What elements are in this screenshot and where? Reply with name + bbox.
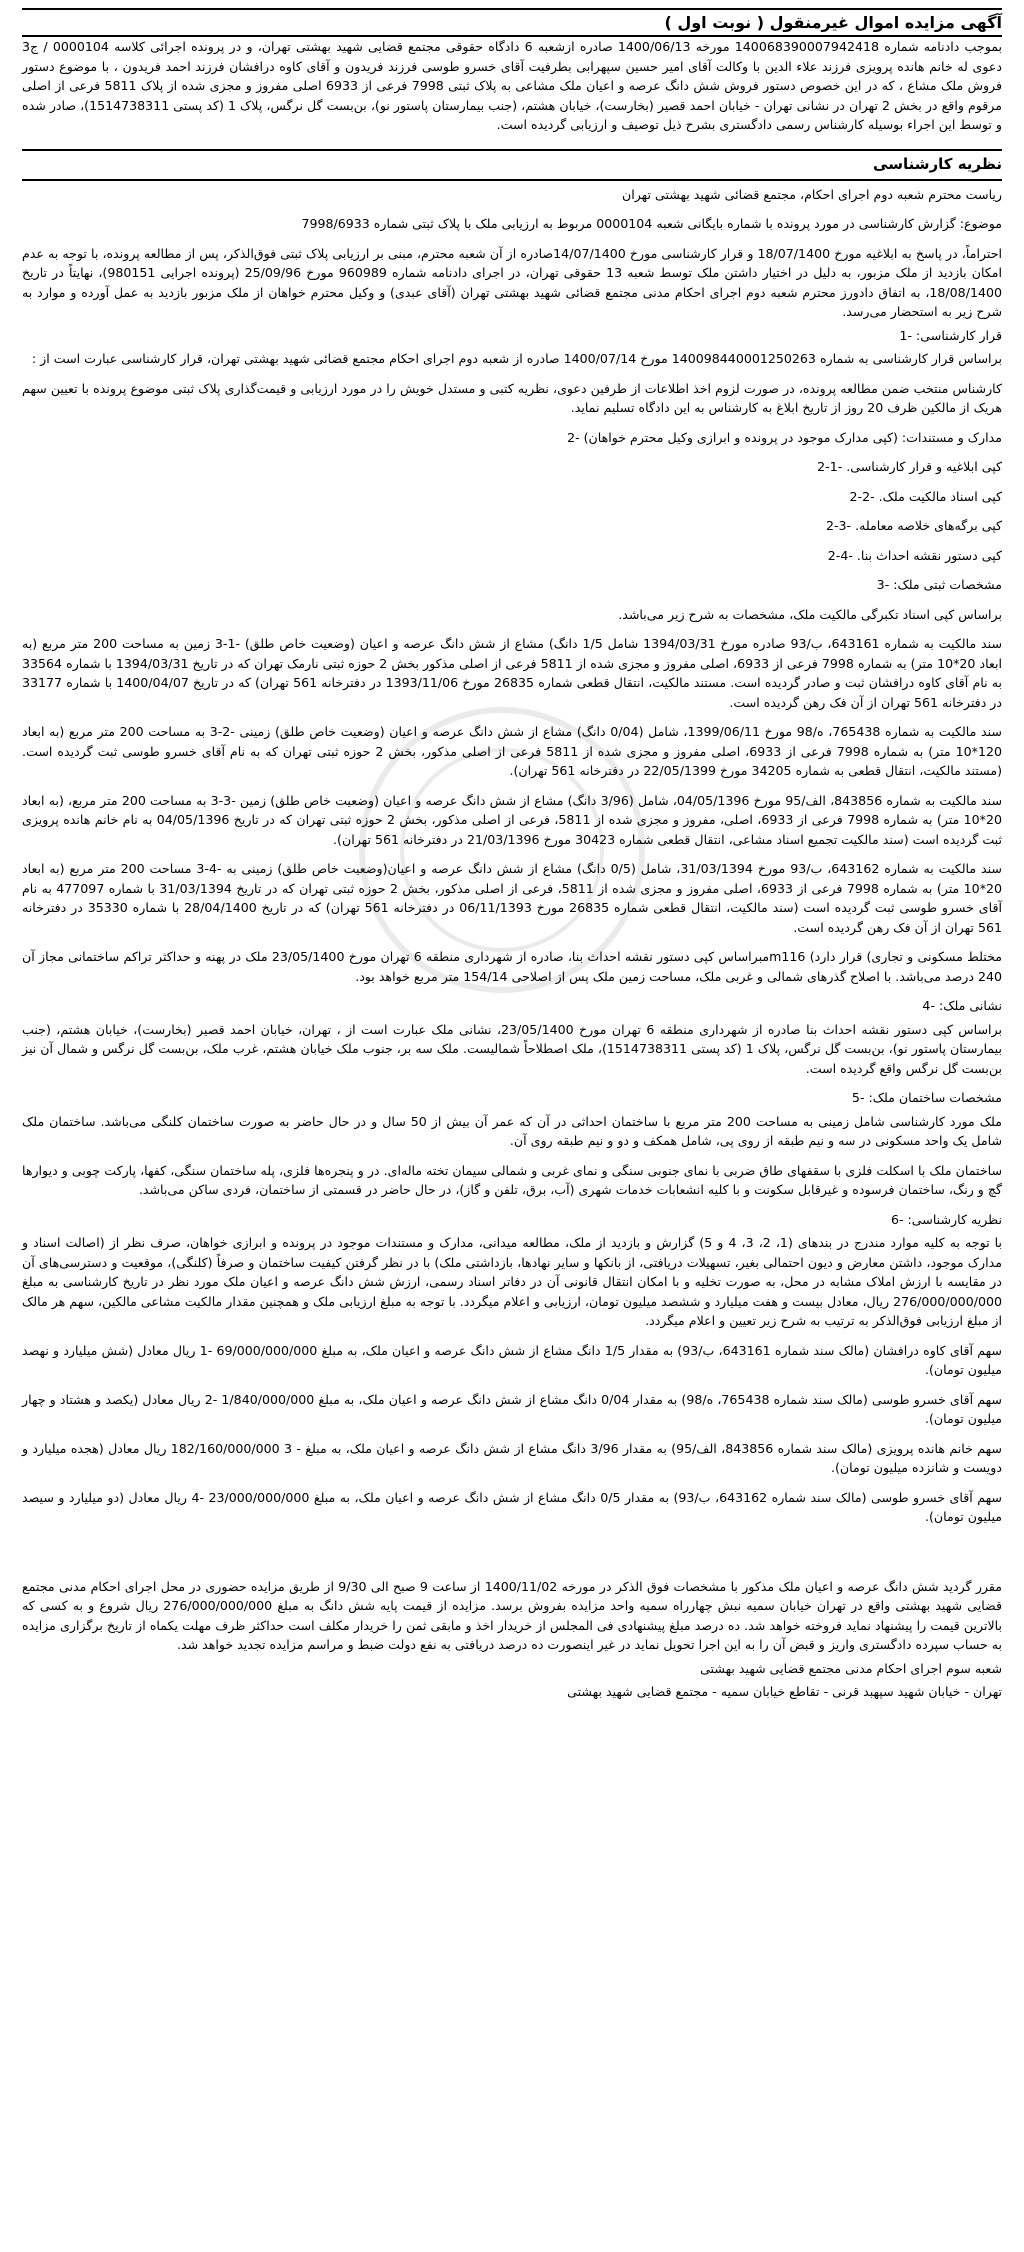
share-item: سهم آقای خسرو طوسی (مالک سند شماره 765438، ه/98) به مقدار 0/04 دانگ مشاع از شش دانگ عرصه و اعیان ملک، به مبلغ 1/840/000/000 -2 ریال معادل (یکصد و هشتاد و چهار میلیون تومان). — [22, 1391, 1002, 1426]
section-1-paragraph: کارشناس منتخب ضمن مطالعه پرونده، در صورت لزوم اخذ اطلاعات از طرفین دعوی، نظریه کتبی و مستدل خویش را در مورد ارزیابی و قیمت‌گذاری پلاک ثبتی موضوع پرونده با تعیین سهم هریک از مالکین ظرف 20 روز از تاریخ ابلاغ به کارشناس به این دادگاه تسلیم نماید. — [22, 380, 1002, 415]
office-address: تهران - خیابان شهید سپهبد قرنی - تقاطع خیابان سمیه - مجتمع قضایی شهید بهشتی — [567, 1684, 1002, 1699]
section-6-paragraph: با توجه به کلیه موارد مندرج در بندهای (1، 2، 3، 4 و 5) گزارش و بازدید از ملک، مطالعه میدانی، مدارک و مستندات موجود در پرونده و ابرازی خواهان، صرف نظر از (اصالت اسناد و مدارک موجود، داشتن معارض و دیون احتمالی بغیر، تسهیلات دریافتی، از بانکها و سایر نهادها، بازداشتی ملک) با در نظر گرفتن کیفیت ساختمان و صرفاً (کلنگی)، موقعیت و دسترسی‌های آن در مقایسه با ارزش املاک مشابه در محل، به صورت تخلیه و با امکان انتقال قانونی آن در دفاتر اسناد رسمی، ارزش شش دانگ عرصه و اعیان ملک مورد نظر در تاریخ کارشناسی به مبلغ 276/000/000/000 ریال، معادل بیست و هفت میلیارد و ششصد میلیون تومان، ارزیابی و اعلام میگردد. با توجه به مبلغ ارزیابی ملک و همچنین مقدار مالکیت مشاعی مالکین، سهم هر مالک از مبلغ ارزیابی فوق‌الذکر به ترتیب به شرح زیر تعیین و اعلام میگردد. — [22, 1235, 1002, 1328]
section-5-paragraph: ملک مورد کارشناسی شامل زمینی به مساحت 200 متر مربع با ساختمان احداثی در آن که عمر آن بیش از 50 سال و در حال حاضر به صورت ساختمان کلنگی می‌باشد. ساختمان ملک شامل یک واحد مسکونی در سه و نیم طبقه از روی پی، شامل همکف و دو و نیم طبقه روی آن. — [22, 1113, 1002, 1148]
section-5-title: مشخصات ساختمان ملک: -5 — [851, 1090, 1002, 1105]
section-4-paragraph: براساس کپی دستور نقشه احداث بنا صادره از شهرداری منطقه 6 تهران مورخ 23/05/1400، نشانی ملک عبارت است از ، تهران، خیابان احمد قصیر (بخارست)، خیابان هشتم، (جنب بیمارستان پاستور نو)، بن‌بست گل نرگس، پلاک 1 (کد پستی 1514738311)، ملک اصطلاحاً شمالیست. ملک سه بر، جنوب ملک خیابان هشتم، غرب ملک، بن‌بست گل نرگس و شمال آن نیز بن‌بست گل نرگس واقع گردیده است. — [22, 1021, 1002, 1076]
section-1-title: قرار کارشناسی: -1 — [899, 327, 1002, 343]
spacer — [22, 1537, 1002, 1577]
section-2-item: کپی ابلاغیه و قرار کارشناسی. -1-2 — [817, 459, 1002, 474]
divider — [22, 179, 1002, 181]
section-2-item: کپی دستور نقشه احداث بنا. -4-2 — [827, 547, 1002, 563]
notice-page — [12, 0, 1012, 1702]
section-3-mixed: مختلط مسکونی و تجاری) قرار دارد) m116مبراساس کپی دستور نقشه احداث بنا، صادره از شهرداری منطقه 6 تهران مورخ 23/05/1400 ملک در پهنه و حداکثر تراکم ساختمانی مجاز آن 240 درصد می‌باشد. با اصلاح گذرهای شمالی و غربی ملک، مساحت زمین ملک پس از اصلاحی 154/14 متر مربع خواهد بود. — [22, 949, 1002, 984]
report-title: نظریه کارشناسی — [873, 154, 1002, 173]
section-4-title: نشانی ملک: -4 — [922, 998, 1002, 1013]
auction-paragraph: مقرر گردید شش دانگ عرصه و اعیان ملک مذکور با مشخصات فوق الذکر در مورخه 1400/11/02 از ساعت 9 صبح الی 9/30 از طریق مزایده حضوری در محل اجرای احکام مدنی مجتمع قضایی شهید بهشتی واقع در تهران خیابان سمیه نبش چهارراه سمیه واحد مزایده بفروش برسد. مزایده از قیمت پایه شش دانگ به مبلغ 276/000/000/000 ریال شروع و به کسی که بالاترین قیمت را پیشنهاد نماید فروخته خواهد شد. ده درصد مبلغ پیشنهادی فی المجلس از خریدار اخذ و مابقی ثمن را خریدار مکلف است حداکثر ظرف مهلت یکماه از تاریخ برگزاری مزایده به حساب سپرده دادگستری واریز و قبض آن را به این اجرا تحویل نماید در غیر اینصورت ده درصد دریافتی به نفع دولت ضبط و مراسم مزایده تجدید خواهد شد. — [22, 1578, 1002, 1652]
section-1-paragraph: براساس قرار کارشناسی به شماره 140098440001250263 مورخ 1400/07/14 صادره از شعبه دوم اجرای احکام مجتمع قضائی شهید بهشتی تهران، قرار کارشناسی عبارت است از : — [31, 351, 1002, 366]
section-2-item: کپی اسناد مالکیت ملک. -2-2 — [849, 488, 1002, 504]
share-item: سهم آقای کاوه درافشان (مالک سند شماره 643161، ب/93) به مقدار 1/5 دانگ مشاع از شش دانگ عرصه و اعیان ملک، به مبلغ 69/000/000/000 -1 ریال معادل (شش میلیارد و نهصد میلیون تومان). — [22, 1342, 1002, 1377]
section-6-title: نظریه کارشناسی: -6 — [890, 1211, 1002, 1227]
notice-title-bar — [22, 8, 1002, 37]
share-item: سهم خانم هانده پرویزی (مالک سند شماره 843856، الف/95) به مقدار 3/96 دانگ مشاع از شش دانگ عرصه و اعیان ملک، به مبلغ - 3 182/160/000/000 ریال معادل (هجده میلیارد و دویست و شانزده میلیون تومان). — [22, 1440, 1002, 1475]
subject-line: موضوع: گزارش کارشناسی در مورد پرونده با شماره بایگانی شعبه 0000104 مربوط به ارزیابی ملک با پلاک ثبتی شماره 7998/6933 — [301, 216, 1002, 231]
section-3-intro: براساس کپی اسناد تکبرگی مالکیت ملک، مشخصات به شرح زیر می‌باشد. — [618, 606, 1002, 622]
section-3-item: سند مالکیت به شماره 643162، ب/93 مورخ 31/03/1394، شامل (0/5 دانگ) مشاع از شش دانگ عرصه و اعیان(وضعیت خاص طلق) زمینی به -4-3 مساحت 200 متر مربع (به ابعاد 20*10 متر) به شماره 7998 فرعی از 6933، اصلی مفروز و مجزی شده از 5811، فرعی از اصلی مذکور، بخش 2 حوزه ثبتی تهران که در تاریخ 31/03/1394 با شماره 477097 به نام آقای خسرو طوسی ثبت گردیده است (سند مالکیت، انتقال قطعی شماره 26835 مورخ 06/11/1393 در دفترخانه 561 تهران) که در تاریخ 28/04/1400 با شماره 35330 در دفترخانه 561 تهران از آن فک رهن گردیده است. — [22, 861, 1003, 935]
section-5-paragraph: ساختمان ملک با اسکلت فلزی با سقفهای طاق ضربی با نمای جنوبی سنگی و نمای غربی و شمالی سیمان تخته ماله‌ای. در و پنجره‌ها فلزی، پله ساختمان سنگی، کفها، پارکت چوبی و دیوارها گچ و رنگ، ساختمان فرسوده و غیرقابل سکونت و با کلیه انشعابات خدمات شهری (آب، برق، تلفن و گاز)، در حال حاضر در قسمتی از ساختمان، فردی ساکن می‌باشد. — [22, 1162, 1002, 1197]
section-3-item: سند مالکیت به شماره 843856، الف/95 مورخ 04/05/1396، شامل (3/96 دانگ) مشاع از شش دانگ عرصه و اعیان (وضعیت خاص طلق) زمین -3-3 به مساحت 200 متر مربع، (به ابعاد 20*10 متر) به شماره 7998 فرعی از 6933، اصلی، مفروز و مجزی شده از 5811، فرعی از اصلی مذکور، بخش 2 حوزه ثبتی تهران که در تاریخ 04/05/1396 به نام خانم هانده پرویزی ثبت گردیده است (سند مالکیت تجمیع اسناد مشاعی، انتقال قطعی شماره 30423 مورخ 21/03/1396 در دفترخانه 561 تهران). — [22, 792, 1002, 847]
section-3-title: مشخصات ثبتی ملک: -3 — [876, 577, 1002, 592]
respect-paragraph: احتراماً، در پاسخ به ابلاغیه مورخ 18/07/1400 و قرار کارشناسی مورخ 14/07/1400صادره از آن شعبه محترم، مبنی بر ارزیابی پلاک ثبتی فوق‌الذکر، پس از مطالعه پرونده، با توجه به عدم امکان بازدید از ملک مزبور، به دلیل در اختیار داشتن ملک توسط شعبه 13 حقوقی تهران، در اجرای دادنامه شماره 960989 مورخ 25/09/96 (پرونده اجرایی 980151)، نهایتاً در تاریخ 18/08/1400، به اتفاق دادورز محترم شعبه دوم اجرای احکام مدنی مجتمع قضائی شهید بهشتی تهران (آقای عبدی) و وکیل محترم خواهان از ملک مزبور بازدید به عمل آورده و موارد به شرح زیر به استحضار می‌رسد. — [22, 245, 1002, 319]
section-2-item: کپی برگه‌های خلاصه معامله. -3-2 — [825, 518, 1002, 533]
section-3-item: سند مالکیت به شماره 643161، ب/93 صادره مورخ 1394/03/31 شامل 1/5 دانگ) مشاع از شش دانگ عرصه و اعیان (وضعیت خاص طلق) -1-3 زمین به مساحت 200 متر مربع (به ابعاد 20*10 متر) به شماره 7998 فرعی از 6933، اصلی مفروز و مجزی شده از 5811 فرعی از اصلی مذکور بخش 2 حوزه ثبتی نارمک تهران که در تاریخ 1394/03/31 با شماره 33564 به نام آقای کاوه درافشان ثبت و صادر گردیده است. مستند مالکیت، انتقال قطعی شماره 26835 مورخ 1393/11/06 در دفترخانه 561 تهران) که در تاریخ 1400/04/07 با شماره 33177 در دفترخانه 561 تهران از آن فک رهن گردیده است. — [22, 636, 1003, 710]
share-item: سهم آقای خسرو طوسی (مالک سند شماره 643162، ب/93) به مقدار 0/5 دانگ مشاع از شش دانگ عرصه و اعیان ملک، به مبلغ 23/000/000/000 -4 ریال معادل (دو میلیارد و سیصد میلیون تومان). — [22, 1489, 1002, 1524]
section-2-title: مدارک و مستندات: (کپی مدارک موجود در پرونده و ابرازی وکیل محترم خواهان) -2 — [567, 429, 1002, 445]
office-name: شعبه سوم اجرای احکام مدنی مجتمع قضایی شهید بهشتی — [700, 1660, 1002, 1676]
addressee: ریاست محترم شعبه دوم اجرای احکام، مجتمع قضائی شهید بهشتی تهران — [621, 186, 1002, 202]
notice-title: آگهی مزایده اموال غیرمنقول ( نوبت اول ) — [664, 13, 1002, 32]
section-3-item: سند مالکیت به شماره 765438، ه/98 مورخ 1399/06/11، شامل (0/04 دانگ) مشاع از شش دانگ عرصه و اعیان (وضعیت خاص طلق) زمینی -2-3 به مساحت 200 متر مربع (به ابعاد 120*10 متر) به شماره 7998 فرعی از 6933، اصلی مفروز و مجزی شده از 5811 فرعی از اصلی مذکور، بخش 2 حوزه ثبتی تهران که به نام آقای خسرو طوسی ثبت گردیده است. (مستند مالکیت، انتقال قطعی به شماره 34205 مورخ 22/05/1399 در دفترخانه 561 تهران). — [22, 724, 1003, 778]
intro-paragraph: بموجب دادنامه شماره 14006839000794241‌8 مورخه 1400/06/13 صادره ازشعبه 6 دادگاه حقوقی مجتمع قضایی شهید بهشتی تهران، و در پرونده اجرائی کلاسه 0000104 / ج3 دعوی له خانم هانده پرویزی فرزند علاء الدین با وکالت آقای امیر حسین سپهرابی بطرفیت آقای خسرو طوسی فرزند فریدون و آقای کاوه درافشان فرزند احمد فریدون ، با موضوع دستور فروش ملک مشاع ، که در این خصوص دستور فروش شش دانگ عرصه و اعیان ملک مشاعی به پلاک ثبتی 7998 فرعی از 6933 اصلی مفروز و مجزی شده از پلاک 5811 فرعی از اصلی مرقوم واقع در بخش 2 تهران در نشانی تهران - خیابان احمد قصیر (بخارست)، خیابان هشتم، (جنب بیمارستان پاستور نو)، بن‌بست گل نرگس، پلاک 1 (کد پستی 1514738311)، صادر شده و توسط این اجراء بوسیله کارشناس رسمی دادگستری بشرح ذیل توصیف و ارزیابی گردیده است. — [22, 39, 1002, 132]
divider — [22, 149, 1002, 151]
